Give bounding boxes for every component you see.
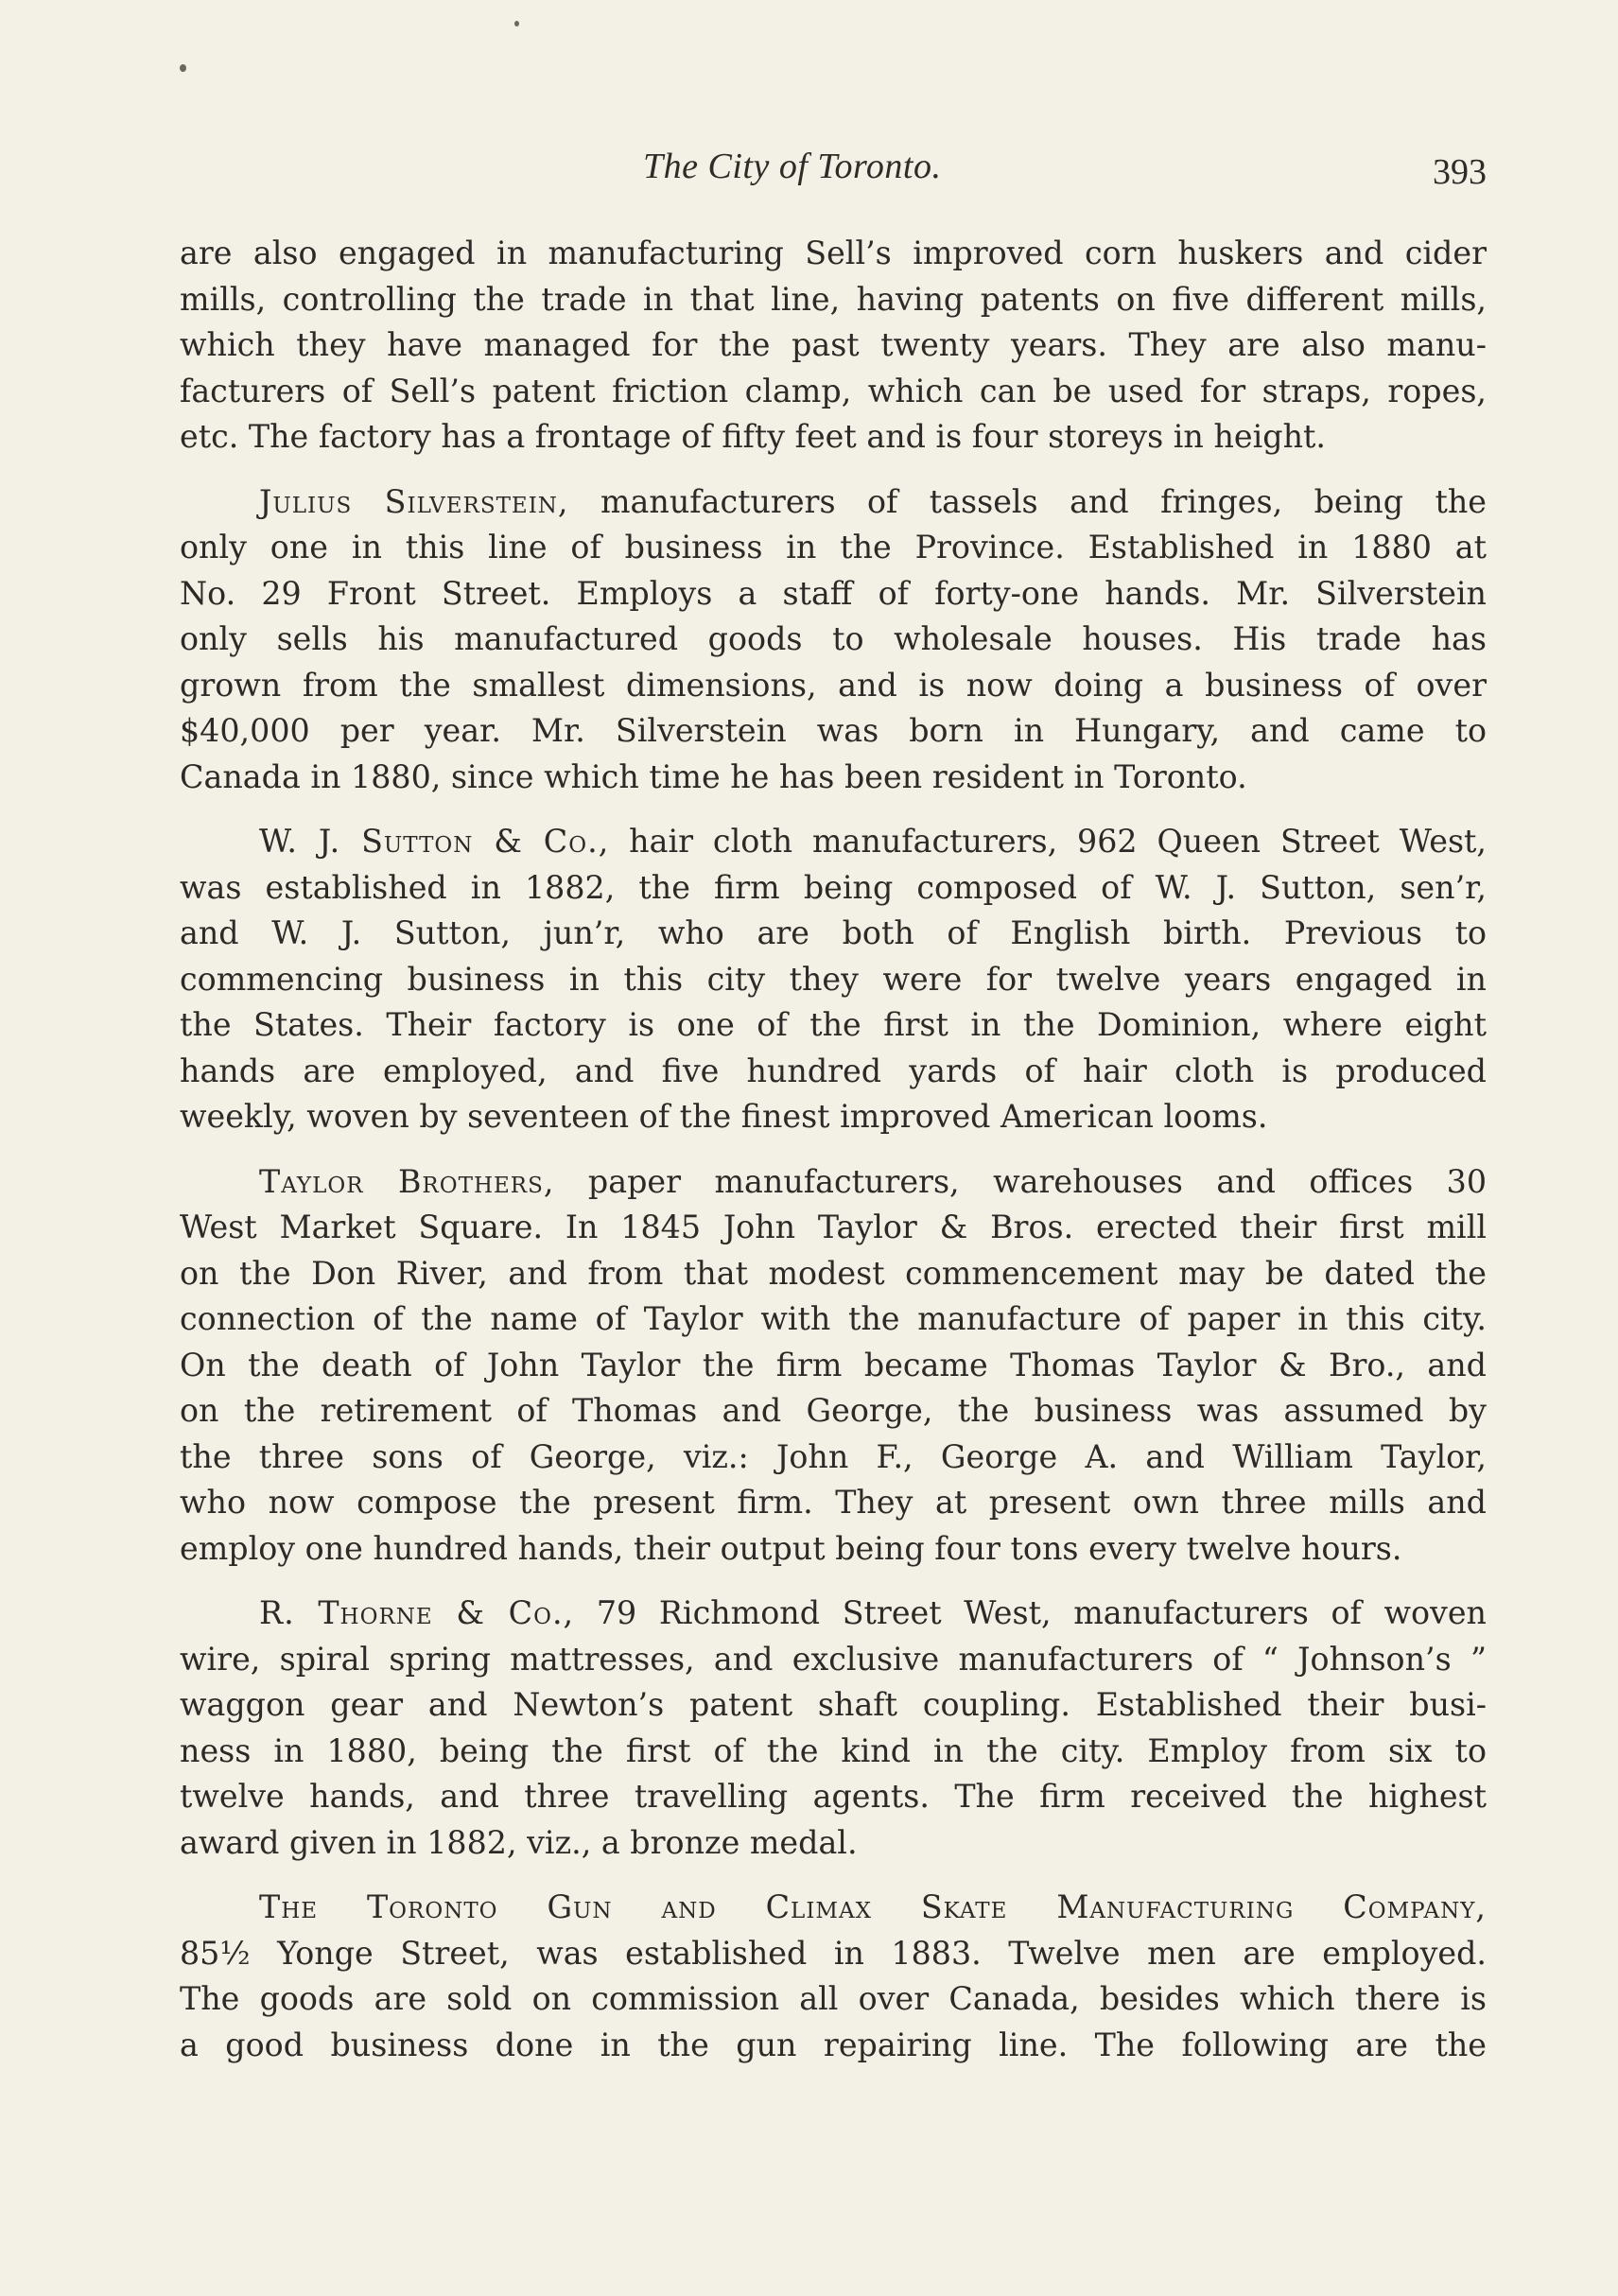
text-line [180,479,1487,526]
text-line [180,819,1487,865]
text-line: connection of the name of Taylor with the manufacture of paper in this city. [180,1300,1487,1337]
firm-name: R. Thorne & Co., [259,1594,575,1631]
text-line: which they have managed for the past twenty years. They are also manu- [180,326,1487,363]
body-text [180,231,1487,2087]
text-line [180,1159,1487,1206]
text-line: award given in 1882, viz., a bronze medal. [180,1823,858,1861]
text-line: grown from the smallest dimensions, and is now doing a business of over [180,666,1487,704]
text-line: weekly, woven by seventeen of the finest improved American looms. [180,1098,1268,1135]
firm-name: W. J. Sutton & Co., [259,823,610,860]
text-line: only one in this line of business in the Province. Established in 1880 at [180,529,1487,565]
paragraph-silverstein [180,479,1487,801]
paragraph-taylor [180,1159,1487,1573]
page-number: 393 [1433,152,1487,192]
text-line: employ one hundred hands, their output being four tons every twelve hours. [180,1529,1402,1567]
text-line: the States. Their factory is one of the first in the Dominion, where eight [180,1006,1487,1043]
running-header [180,142,1487,199]
text-line: commencing business in this city they were for twelve years engaged in [180,960,1487,998]
paragraph-thorne [180,1591,1487,1866]
text-fragment: hair cloth manufacturers, 962 Queen Street West, [609,823,1488,860]
text-line: The goods are sold on commission all over Canada, besides which there is [180,1980,1487,2017]
text-line: only sells his manufactured goods to wholesale houses. His trade has [180,620,1487,657]
ink-speck [180,64,186,72]
text-line: $40,000 per year. Mr. Silverstein was born in Hungary, and came to [180,712,1487,749]
text-line: twelve hands, and three travelling agents. The firm received the highest [180,1778,1487,1815]
running-title: The City of Toronto. [643,147,942,186]
paragraph-toronto-gun [180,1885,1487,2068]
paragraph-sutton [180,819,1487,1140]
firm-name: Julius Silverstein, [259,482,569,520]
text-line: a good business done in the gun repairing line. The following are the [180,2026,1487,2063]
text-line: mills, controlling the trade in that line, having patents on five different mills, [180,280,1487,318]
text-line: facturers of Sell’s patent friction clamp, which can be used for straps, ropes, [180,372,1487,409]
text-line: On the death of John Taylor the firm became Thomas Taylor & Bro., and [180,1346,1487,1383]
text-line: was established in 1882, the firm being composed of W. J. Sutton, sen’r, [180,868,1487,906]
text-line: Canada in 1880, since which time he has been resident in Toronto. [180,757,1247,795]
text-line: waggon gear and Newton’s patent shaft coupling. Established their busi- [180,1686,1487,1723]
text-line [180,1885,1487,1931]
text-line: and W. J. Sutton, jun’r, who are both of English birth. Previous to [180,914,1487,951]
firm-name: The Toronto Gun and Climax Skate Manufacturing Company, [259,1888,1487,1925]
text-line: hands are employed, and five hundred yards of hair cloth is produced [180,1052,1487,1089]
text-line: No. 29 Front Street. Employs a staff of forty-one hands. Mr. Silverstein [180,574,1487,612]
text-line: on the Don River, and from that modest commencement may be dated the [180,1254,1487,1292]
text-line: who now compose the present firm. They at present own three mills and [180,1484,1487,1521]
text-line: on the retirement of Thomas and George, the business was assumed by [180,1392,1487,1429]
firm-name: Taylor Brothers, [259,1162,555,1200]
text-line: wire, spiral spring mattresses, and exclusive manufacturers of “ Johnson’s ” [180,1640,1487,1678]
paragraph-sell [180,231,1487,461]
text-fragment: 79 Richmond Street West, manufacturers of woven [574,1594,1488,1631]
text-line: West Market Square. In 1845 John Taylor & Bros. erected their first mill [180,1209,1487,1245]
text-line: the three sons of George, viz.: John F., George A. and William Taylor, [180,1437,1487,1475]
text-line [180,1591,1487,1637]
text-line: are also engaged in manufacturing Sell’s improved corn huskers and cider [180,235,1487,271]
ink-speck [514,21,519,26]
text-line: ness in 1880, being the first of the kind in the city. Employ from six to [180,1731,1487,1769]
text-fragment: paper manufacturers, warehouses and offices 30 [554,1162,1488,1200]
text-line: 85½ Yonge Street, was established in 1883. Twelve men are employed. [180,1934,1487,1972]
text-line: etc. The factory has a frontage of fifty feet and is four storeys in height. [180,418,1326,455]
text-fragment: manufacturers of tassels and fringes, being the [568,482,1487,520]
